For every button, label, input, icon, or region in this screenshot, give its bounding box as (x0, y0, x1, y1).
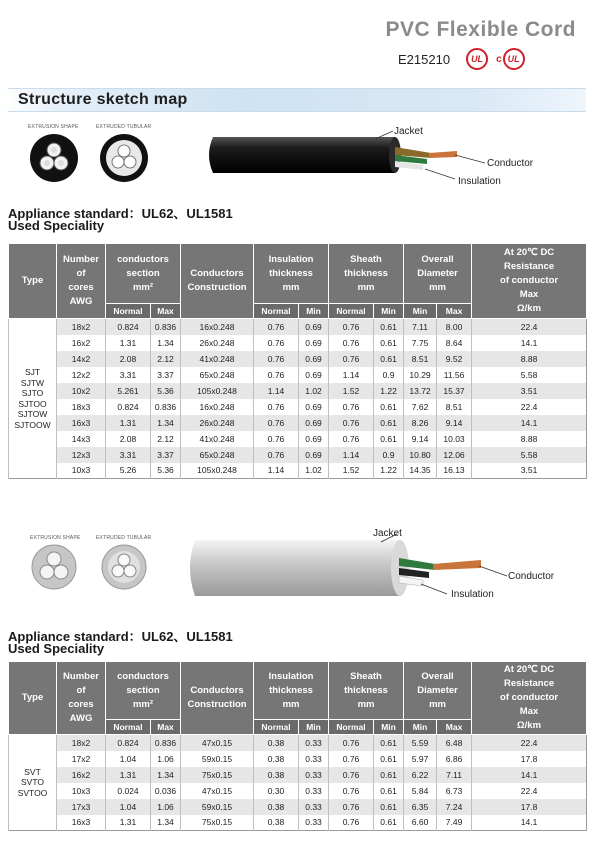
table-row (9, 799, 587, 815)
table-cell: 0.61 (374, 783, 404, 799)
extrusion-shape-icon (32, 545, 76, 589)
banner-title: Structure sketch map (18, 91, 188, 108)
table-cell: 16.13 (437, 463, 472, 479)
th-diameter: Overall Diameter mm (404, 662, 472, 720)
table-cell: 1.04 (106, 751, 151, 767)
table-cell: 5.36 (151, 463, 181, 479)
conductor-label: Conductor (487, 158, 534, 169)
table-cell: 26x0.248 (181, 335, 254, 351)
table-cell: 9.14 (437, 415, 472, 431)
table-cell: 8.88 (472, 431, 587, 447)
table-cell: 0.024 (106, 783, 151, 799)
table-cell: 8.00 (437, 319, 472, 335)
table-cell: 1.52 (329, 463, 374, 479)
table-cell: 0.33 (299, 735, 329, 751)
table-cell: 3.37 (151, 367, 181, 383)
table-cell: 0.76 (254, 415, 299, 431)
table-cell: 0.036 (151, 783, 181, 799)
spec-table-2 (8, 661, 587, 831)
th-resistance: At 20℃ DC Resistance of conductor Max Ω/km (472, 244, 587, 319)
table-cell: 6.22 (404, 767, 437, 783)
spec-table-2-body (9, 735, 587, 831)
table-cell: 2.08 (106, 431, 151, 447)
table-cell: 65x0.248 (181, 367, 254, 383)
table-cell: 1.14 (329, 447, 374, 463)
table-cell: 3.37 (151, 447, 181, 463)
type-cell (9, 319, 57, 479)
table-cell: 0.61 (374, 767, 404, 783)
th-insulation: Insulation thickness mm (254, 244, 329, 304)
table-cell: 16x3 (57, 415, 106, 431)
table-cell: 14.1 (472, 767, 587, 783)
table-cell: 6.60 (404, 815, 437, 831)
table-cell: 1.04 (106, 799, 151, 815)
th-type: Type (9, 244, 57, 319)
table-cell: 0.76 (329, 415, 374, 431)
table-cell: 1.52 (329, 383, 374, 399)
appliance-standard-1: Appliance standard：UL62、UL1581 (8, 206, 233, 221)
extrusion-shape-label: EXTRUSION SHAPE (28, 124, 79, 130)
th-cores: Number of cores AWG (57, 244, 106, 319)
table-cell: 5.261 (106, 383, 151, 399)
th-sheath-normal: Normal (329, 720, 374, 735)
insulation-label-2: Insulation (451, 589, 494, 600)
table-cell: 0.61 (374, 399, 404, 415)
spec-table-1 (8, 243, 587, 479)
table-cell: 1.06 (151, 751, 181, 767)
jacket-label: Jacket (394, 126, 423, 137)
table-cell: 7.24 (437, 799, 472, 815)
table-cell: 5.84 (404, 783, 437, 799)
table-cell: 59x0.15 (181, 799, 254, 815)
table-cell: 10.03 (437, 431, 472, 447)
table-cell: 0.38 (254, 751, 299, 767)
table-cell: 0.76 (329, 399, 374, 415)
table-cell: 1.22 (374, 383, 404, 399)
table-cell: 41x0.248 (181, 351, 254, 367)
table-cell: 7.62 (404, 399, 437, 415)
type-name: SVT (24, 766, 41, 777)
table-cell: 47x0.15 (181, 783, 254, 799)
table-cell: 16x0.248 (181, 319, 254, 335)
table-cell: 1.06 (151, 799, 181, 815)
table-cell: 0.76 (254, 367, 299, 383)
table-cell: 16x2 (57, 767, 106, 783)
table-cell: 0.836 (151, 319, 181, 335)
table-row (9, 399, 587, 415)
spec-table-1-body (9, 319, 587, 479)
table-cell: 6.73 (437, 783, 472, 799)
page-title: PVC Flexible Cord (385, 18, 576, 41)
table-cell: 5.58 (472, 447, 587, 463)
table-cell: 1.34 (151, 415, 181, 431)
table-cell: 0.61 (374, 319, 404, 335)
type-name: SVTO (21, 777, 44, 788)
th-cores: Number of cores AWG (57, 662, 106, 735)
table-cell: 8.51 (437, 399, 472, 415)
table-cell: 0.76 (329, 815, 374, 831)
table-cell: 16x2 (57, 335, 106, 351)
th-section: conductors section mm² (106, 244, 181, 304)
th-diameter-min: Min (404, 304, 437, 319)
extruded-tubular-icon (100, 134, 148, 182)
table-cell: 17.8 (472, 751, 587, 767)
table-cell: 105x0.248 (181, 383, 254, 399)
table-cell: 0.33 (299, 815, 329, 831)
table-cell: 0.76 (329, 431, 374, 447)
table-cell: 22.4 (472, 319, 587, 335)
table-cell: 0.836 (151, 735, 181, 751)
table-cell: 0.69 (299, 351, 329, 367)
table-cell: 14.1 (472, 415, 587, 431)
table-cell: 1.14 (254, 383, 299, 399)
table-row (9, 767, 587, 783)
table-cell: 0.61 (374, 751, 404, 767)
th-type: Type (9, 662, 57, 735)
table-cell: 1.34 (151, 815, 181, 831)
table-cell: 1.02 (299, 463, 329, 479)
table-cell: 12x3 (57, 447, 106, 463)
table-cell: 0.76 (329, 767, 374, 783)
table-cell: 0.824 (106, 735, 151, 751)
table-cell: 5.58 (472, 367, 587, 383)
th-section: conductors section mm² (106, 662, 181, 720)
used-speciality-2: Used Speciality (8, 641, 105, 656)
table-cell: 7.75 (404, 335, 437, 351)
th-resistance: At 20℃ DC Resistance of conductor Max Ω/km (472, 662, 587, 735)
table-row (9, 815, 587, 831)
used-speciality-1: Used Speciality (8, 218, 105, 233)
table-cell: 6.48 (437, 735, 472, 751)
table-cell: 18x2 (57, 319, 106, 335)
table-cell: 41x0.248 (181, 431, 254, 447)
table-cell: 0.38 (254, 799, 299, 815)
type-name: SJTOOW (14, 419, 51, 430)
extrusion-shape-label-2: EXTRUSION SHAPE (30, 535, 81, 541)
extrusion-shape-icon (30, 134, 78, 182)
th-section-normal: Normal (106, 304, 151, 319)
table-cell: 14.1 (472, 335, 587, 351)
th-insulation-normal: Normal (254, 720, 299, 735)
table-cell: 0.836 (151, 399, 181, 415)
table-cell: 59x0.15 (181, 751, 254, 767)
table-cell: 0.76 (254, 431, 299, 447)
table-cell: 22.4 (472, 399, 587, 415)
type-name: SJTW (20, 377, 45, 388)
table-cell: 1.31 (106, 415, 151, 431)
th-insulation: Insulation thickness mm (254, 662, 329, 720)
table-row (9, 383, 587, 399)
table-cell: 7.11 (437, 767, 472, 783)
table-cell: 0.9 (374, 447, 404, 463)
table-cell: 0.76 (254, 335, 299, 351)
table-cell: 16x3 (57, 815, 106, 831)
extruded-tubular-icon (102, 545, 146, 589)
table-cell: 0.69 (299, 399, 329, 415)
table-cell: 5.97 (404, 751, 437, 767)
extruded-tubular-label-2: EXTRUDED TUBULAR (96, 535, 152, 541)
table-cell: 2.08 (106, 351, 151, 367)
table-cell: 1.34 (151, 335, 181, 351)
table-cell: 0.33 (299, 767, 329, 783)
table-cell: 0.38 (254, 815, 299, 831)
cul-logo-icon: c UL (496, 48, 533, 70)
table-row (9, 735, 587, 751)
table-cell: 0.33 (299, 751, 329, 767)
type-name: SJTOO (18, 398, 47, 409)
table-cell: 14.1 (472, 815, 587, 831)
table-cell: 0.61 (374, 431, 404, 447)
table-cell: 1.34 (151, 767, 181, 783)
table-cell: 8.64 (437, 335, 472, 351)
table-cell: 5.36 (151, 383, 181, 399)
table-cell: 22.4 (472, 783, 587, 799)
table-cell: 9.52 (437, 351, 472, 367)
certification-row (398, 48, 533, 70)
th-diameter-max: Max (437, 720, 472, 735)
table-cell: 1.22 (374, 463, 404, 479)
table-cell: 1.14 (329, 367, 374, 383)
table-cell: 1.14 (254, 463, 299, 479)
table-cell: 9.14 (404, 431, 437, 447)
table-cell: 12.06 (437, 447, 472, 463)
table-row (9, 431, 587, 447)
cross-section-diagram-1 (24, 130, 164, 186)
type-name: SVTOO (17, 787, 48, 798)
table-cell: 0.76 (254, 447, 299, 463)
table-cell: 0.76 (329, 335, 374, 351)
table-cell: 6.86 (437, 751, 472, 767)
table-cell: 0.76 (329, 783, 374, 799)
table-cell: 13.72 (404, 383, 437, 399)
th-construction: Conductors Construction (181, 244, 254, 319)
table-cell: 0.61 (374, 415, 404, 431)
th-sheath-normal: Normal (329, 304, 374, 319)
type-name: SJTO (21, 388, 44, 398)
table-cell: 18x3 (57, 399, 106, 415)
table-row (9, 463, 587, 479)
table-cell: 0.33 (299, 783, 329, 799)
table-cell: 0.38 (254, 767, 299, 783)
th-sheath-min: Min (374, 304, 404, 319)
table-cell: 0.69 (299, 415, 329, 431)
table-cell: 10x3 (57, 783, 106, 799)
th-insulation-min: Min (299, 720, 329, 735)
table-cell: 8.88 (472, 351, 587, 367)
table-cell: 5.59 (404, 735, 437, 751)
table-cell: 3.51 (472, 463, 587, 479)
table-cell: 105x0.248 (181, 463, 254, 479)
table-cell: 14.35 (404, 463, 437, 479)
table-cell: 17x2 (57, 751, 106, 767)
table-cell: 0.76 (254, 399, 299, 415)
table-cell: 1.31 (106, 335, 151, 351)
table-cell: 0.76 (329, 735, 374, 751)
conductor-label-2: Conductor (508, 571, 555, 582)
table-cell: 0.61 (374, 799, 404, 815)
th-sheath-min: Min (374, 720, 404, 735)
table-cell: 16x0.248 (181, 399, 254, 415)
table-cell: 75x0.15 (181, 767, 254, 783)
table-cell: 18x2 (57, 735, 106, 751)
th-construction: Conductors Construction (181, 662, 254, 735)
table-cell: 2.12 (151, 351, 181, 367)
table-cell: 10x3 (57, 463, 106, 479)
th-section-normal: Normal (106, 720, 151, 735)
table-row (9, 447, 587, 463)
table-cell: 3.31 (106, 447, 151, 463)
th-section-max: Max (151, 720, 181, 735)
table-cell: 0.76 (329, 799, 374, 815)
table-cell: 0.69 (299, 319, 329, 335)
table-row (9, 367, 587, 383)
table-cell: 0.69 (299, 447, 329, 463)
table-cell: 0.61 (374, 815, 404, 831)
table-cell: 3.31 (106, 367, 151, 383)
table-cell: 22.4 (472, 735, 587, 751)
type-cell (9, 735, 57, 831)
table-cell: 0.76 (329, 351, 374, 367)
table-cell: 0.76 (329, 751, 374, 767)
table-cell: 10x2 (57, 383, 106, 399)
cert-number: E215210 (398, 51, 451, 67)
table-row (9, 751, 587, 767)
table-cell: 10.29 (404, 367, 437, 383)
ul-logo-icon: UL (466, 48, 488, 70)
table-cell: 0.69 (299, 431, 329, 447)
appliance-standard-2: Appliance standard：UL62、UL1581 (8, 629, 233, 644)
table-cell: 0.61 (374, 735, 404, 751)
section-banner (8, 88, 586, 112)
table-cell: 0.76 (254, 319, 299, 335)
table-cell: 8.51 (404, 351, 437, 367)
extruded-tubular-label: EXTRUDED TUBULAR (96, 124, 152, 130)
table-cell: 6.35 (404, 799, 437, 815)
table-cell: 75x0.15 (181, 815, 254, 831)
table-cell: 0.824 (106, 319, 151, 335)
insulation-label: Insulation (458, 176, 501, 187)
table-cell: 8.26 (404, 415, 437, 431)
table-cell: 0.69 (299, 367, 329, 383)
type-name: SJTOW (17, 409, 48, 419)
table-cell: 2.12 (151, 431, 181, 447)
table-cell: 14x2 (57, 351, 106, 367)
table-cell: 1.31 (106, 815, 151, 831)
th-sheath: Sheath thickness mm (329, 662, 404, 720)
table-cell: 7.49 (437, 815, 472, 831)
table-cell: 17.8 (472, 799, 587, 815)
table-cell: 5.26 (106, 463, 151, 479)
table-cell: 3.51 (472, 383, 587, 399)
table-cell: 10.80 (404, 447, 437, 463)
type-name: SJT (24, 367, 41, 377)
table-cell: 0.61 (374, 335, 404, 351)
th-insulation-normal: Normal (254, 304, 299, 319)
th-diameter-min: Min (404, 720, 437, 735)
table-cell: 0.76 (329, 319, 374, 335)
table-cell: 0.824 (106, 399, 151, 415)
table-cell: 0.69 (299, 335, 329, 351)
th-insulation-min: Min (299, 304, 329, 319)
table-cell: 17x3 (57, 799, 106, 815)
table-cell: 1.31 (106, 767, 151, 783)
table-cell: 0.76 (254, 351, 299, 367)
table-cell: 47x0.15 (181, 735, 254, 751)
table-row (9, 415, 587, 431)
table-cell: 65x0.248 (181, 447, 254, 463)
table-cell: 11.56 (437, 367, 472, 383)
table-cell: 0.61 (374, 351, 404, 367)
table-cell: 12x2 (57, 367, 106, 383)
cross-section-diagram-2 (28, 540, 168, 596)
th-sheath: Sheath thickness mm (329, 244, 404, 304)
table-cell: 7.11 (404, 319, 437, 335)
table-row (9, 783, 587, 799)
table-cell: 0.33 (299, 799, 329, 815)
table-cell: 15.37 (437, 383, 472, 399)
table-cell: 1.02 (299, 383, 329, 399)
table-row (9, 319, 587, 335)
th-diameter: Overall Diameter mm (404, 244, 472, 304)
jacket-label-2: Jacket (373, 528, 402, 539)
th-diameter-max: Max (437, 304, 472, 319)
th-section-max: Max (151, 304, 181, 319)
table-cell: 0.30 (254, 783, 299, 799)
table-row (9, 335, 587, 351)
table-cell: 14x3 (57, 431, 106, 447)
table-cell: 0.9 (374, 367, 404, 383)
table-cell: 26x0.248 (181, 415, 254, 431)
table-cell: 0.38 (254, 735, 299, 751)
table-row (9, 351, 587, 367)
